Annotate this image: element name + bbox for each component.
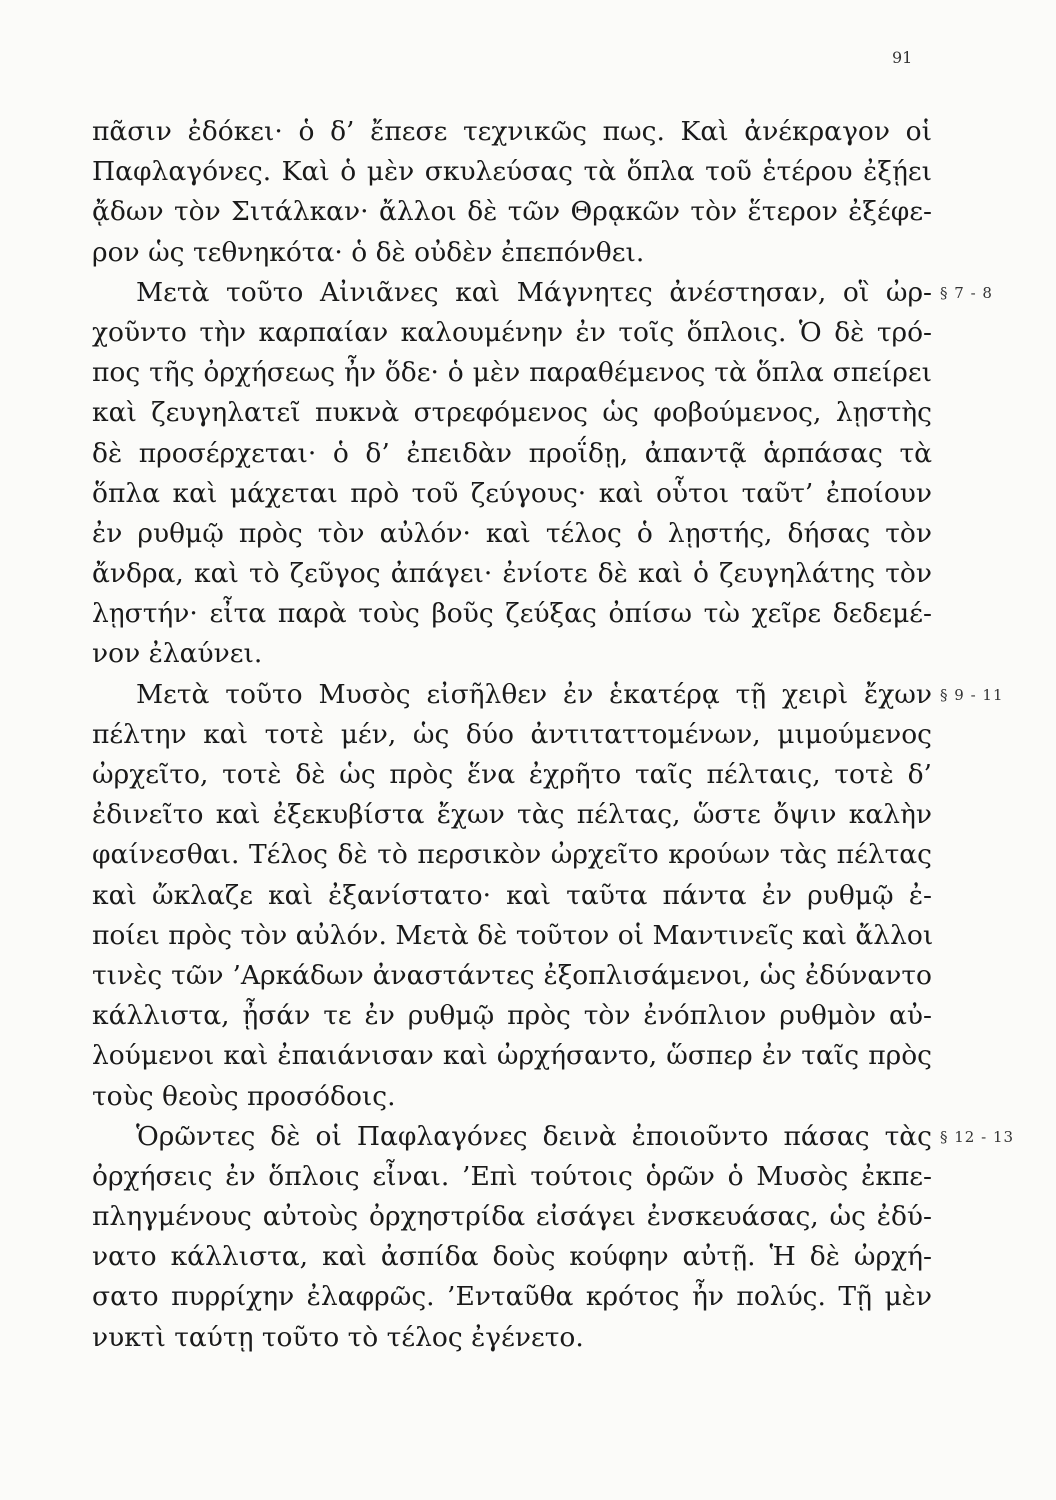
text-line: πος τῆς ὀρχήσεως ἦν ὅδε· ὁ μὲν παραθέμενος τὰ ὅπλα σπείρει: [92, 357, 932, 389]
main-text: [92, 112, 1015, 1358]
paragraph: [92, 112, 932, 273]
paragraph: [92, 675, 1004, 1117]
text-line: κάλλιστα, ᾖσάν τε ἐν ρυθμῷ πρὸς τὸν ἐνόπλιον ρυθμὸν αὐ-: [92, 1000, 932, 1032]
text-line: σατο πυρρίχην ἐλαφρῶς. ’Ενταῦθα κρότος ἦν πολύς. Τῇ μὲν: [92, 1281, 932, 1313]
section-reference: § 7 - 8: [940, 283, 993, 302]
paragraph: [92, 1117, 1015, 1358]
text-line: χοῦντο τὴν καρπαίαν καλουμένην ἐν τοῖς ὅπλοις. Ὁ δὲ τρό-: [92, 316, 932, 348]
text-line: ποίει πρὸς τὸν αὐλόν. Μετὰ δὲ τοῦτον οἱ Μαντινεῖς καὶ ἄλλοι: [92, 919, 934, 951]
text-line: δὲ προσέρχεται· ὁ δ’ ἐπειδὰν προΐδῃ, ἀπαντᾷ ἁρπάσας τὰ: [92, 437, 932, 469]
text-line: Μετὰ τοῦτο Αἰνιᾶνες καὶ Μάγνητες ἀνέστησαν, οἳ ὠρ- § 7 - 8: [92, 273, 932, 313]
text-line: τοὺς θεοὺς προσόδοις.: [92, 1080, 396, 1112]
text-line: Παφλαγόνες. Καὶ ὁ μὲν σκυλεύσας τὰ ὅπλα τοῦ ἑτέρου ἐξῄει: [92, 156, 932, 188]
text-line: ὠρχεῖτο, τοτὲ δὲ ὡς πρὸς ἕνα ἐχρῆτο ταῖς πέλταις, τοτὲ δ’: [92, 759, 932, 790]
page-number: 91: [892, 48, 913, 67]
text-line: νυκτὶ ταύτῃ τοῦτο τὸ τέλος ἐγένετο.: [92, 1321, 584, 1353]
text-line: τινὲς τῶν ’Αρκάδων ἀναστάντες ἐξοπλισάμενοι, ὡς ἐδύναντο: [92, 959, 932, 991]
text-line: ἄνδρα, καὶ τὸ ζεῦγος ἀπάγει· ἐνίοτε δὲ καὶ ὁ ζευγηλάτης τὸν: [92, 558, 932, 590]
text-line: καὶ ζευγηλατεῖ πυκνὰ στρεφόμενος ὡς φοβούμενος, λῃστὴς: [92, 397, 932, 429]
text-line: πέλτην καὶ τοτὲ μέν, ὡς δύο ἀντιταττομένων, μιμούμενος: [92, 718, 932, 750]
text-line: νον ἐλαύνει.: [92, 638, 263, 670]
section-reference: § 9 - 11: [940, 685, 1004, 704]
text-line: ᾄδων τὸν Σιτάλκαν· ἄλλοι δὲ τῶν Θρᾳκῶν τὸν ἕτερον ἐξέφε-: [92, 196, 932, 228]
text-line: Ὁρῶντες δὲ οἱ Παφλαγόνες δεινὰ ἐποιοῦντο πάσας τὰς § 12 - 13: [92, 1117, 932, 1157]
text-line: καὶ ὤκλαζε καὶ ἐξανίστατο· καὶ ταῦτα πάντα ἐν ρυθμῷ ἐ-: [92, 879, 932, 911]
text-line: Μετὰ τοῦτο Μυσὸς εἰσῆλθεν ἐν ἑκατέρᾳ τῇ χειρὶ ἔχων § 9 - 11: [92, 675, 932, 715]
text-line: λούμενοι καὶ ἐπαιάνισαν καὶ ὠρχήσαντο, ὥσπερ ἐν ταῖς πρὸς: [92, 1040, 932, 1072]
text-line: φαίνεσθαι. Τέλος δὲ τὸ περσικὸν ὠρχεῖτο κρούων τὰς πέλτας: [92, 839, 932, 871]
text-line: νατο κάλλιστα, καὶ ἀσπίδα δοὺς κούφην αὐτῇ. Ἡ δὲ ὠρχή-: [92, 1241, 932, 1273]
text-line: ἐν ρυθμῷ πρὸς τὸν αὐλόν· καὶ τέλος ὁ λῃστής, δήσας τὸν: [92, 517, 932, 549]
text-line: ἐδινεῖτο καὶ ἐξεκυβίστα ἔχων τὰς πέλτας, ὥστε ὄψιν καλὴν: [92, 799, 932, 831]
text-line: πληγμένους αὐτοὺς ὀρχηστρίδα εἰσάγει ἐνσκευάσας, ὡς ἐδύ-: [92, 1201, 932, 1233]
text-line: πᾶσιν ἐδόκει· ὁ δ’ ἔπεσε τεχνικῶς πως. Καὶ ἀνέκραγον οἱ: [92, 116, 932, 147]
text-line: λῃστήν· εἶτα παρὰ τοὺς βοῦς ζεύξας ὀπίσω τὼ χεῖρε δεδεμέ-: [92, 598, 932, 630]
text-line: ὀρχήσεις ἐν ὅπλοις εἶναι. ’Επὶ τούτοις ὁρῶν ὁ Μυσὸς ἐκπε-: [92, 1160, 932, 1192]
paragraph: [92, 273, 993, 675]
text-line: ὅπλα καὶ μάχεται πρὸ τοῦ ζεύγους· καὶ οὗτοι ταῦτ’ ἐποίουν: [92, 477, 932, 509]
section-reference: § 12 - 13: [940, 1127, 1015, 1146]
text-line: ρον ὡς τεθνηκότα· ὁ δὲ οὐδὲν ἐπεπόνθει.: [92, 236, 645, 268]
